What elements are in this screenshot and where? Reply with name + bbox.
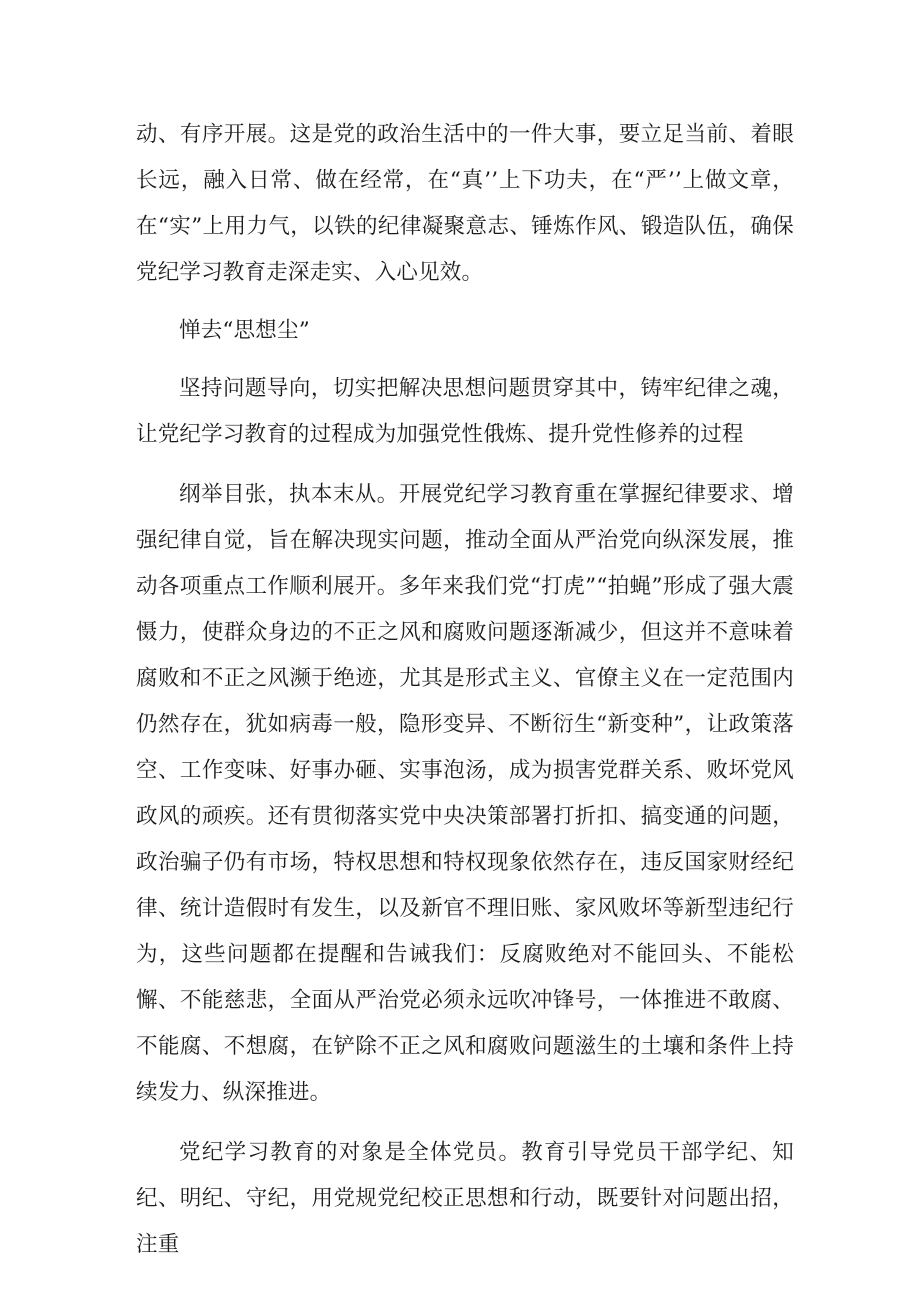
paragraph-body: 纲举目张，执本末从。开展党纪学习教育重在掌握纪律要求、增强纪律自觉，旨在解决现实问题，推动全面从严治党向纵深发展，推动各项重点工作顺利展开。多年来我们党“打虎”“拍蝇”形成了强大震慑力，使群众身边的不正之风和腐败问题逐渐减少，但这并不意味着腐败和不正之风濒于绝迹，尤其是形式主义、官僚主义在一定范围内仍然存在，犹如病毒一般，隐形变异、不断衍生“新变种”，让政策落空、工作变味、好事办砸、实事泡汤，成为损害党群关系、败坏党风政风的顽疾。还有贯彻落实党中央决策部署打折扣、搞变通的问题，政治骗子仍有市场，特权思想和特权现象依然存在，违反国家财经纪律、统计造假时有发生，以及新官不理旧账、家风败坏等新型违纪行为，这些问题都在提醒和告诫我们：反腐败绝对不能回头、不能松懈、不能慈悲，全面从严治党必须永远吹冲锋号，一体推进不敢腐、不能腐、不想腐，在铲除不正之风和腐败问题滋生的土壤和条件上持续发力、纵深推进。 xyxy=(136,482,794,1105)
paragraph-body-next: 党纪学习教育的对象是全体党员。教育引导党员干部学纪、知纪、明纪、守纪，用党规党纪校正思想和行动，既要针对问题出招，注重 xyxy=(136,1140,794,1257)
paragraph-continuation: 动、有序开展。这是党的政治生活中的一件大事，要立足当前、着眼长远，融入日常、做在经常，在“真’’上下功夫，在“严’’上做文章，在“实”上用力气，以铁的纪律凝聚意志、锤炼作风、锻造队伍，确保党纪学习教育走深走实、入心见效。 xyxy=(136,122,794,285)
paragraph-summary: 坚持问题导向，切实把解决思想问题贯穿其中，铸牢纪律之魂，让党纪学习教育的过程成为加强党性俄炼、提升党性修养的过程 xyxy=(136,376,794,447)
section-heading: 惮去“思想尘” xyxy=(179,318,310,343)
